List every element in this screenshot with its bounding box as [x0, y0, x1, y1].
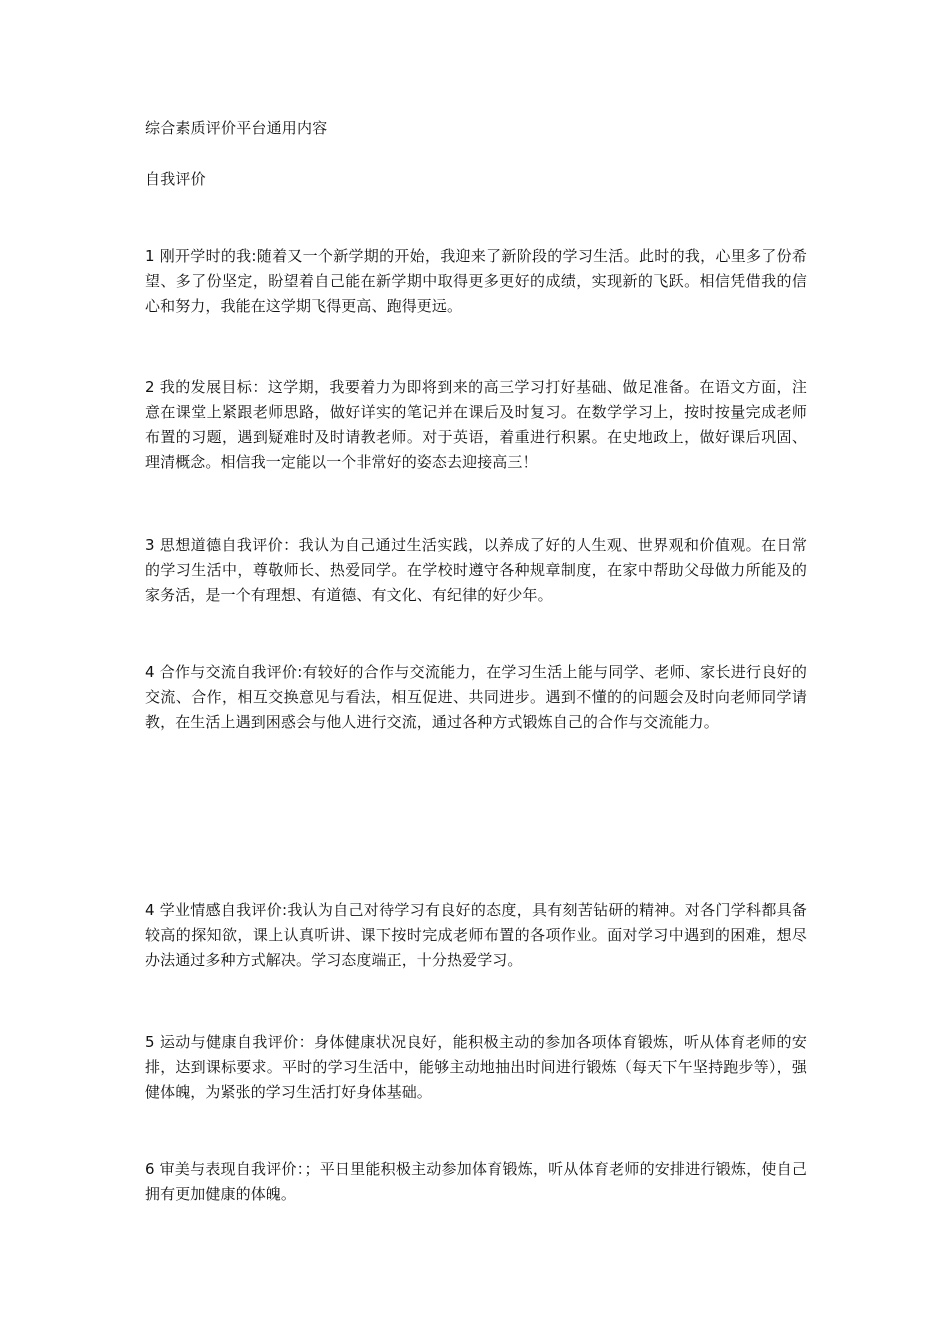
paragraph-start-of-term: 1 刚开学时的我:随着又一个新学期的开始，我迎来了新阶段的学习生活。此时的我，心里多了份希望、多了份坚定，盼望着自己能在新学期中取得更多更好的成绩，实现新的飞跃。相信凭借我的信心和努力，我能在这学期飞得更高、跑得更远。 [145, 247, 807, 315]
paragraph-health-evaluation: 5 运动与健康自我评价：身体健康状况良好，能积极主动的参加各项体育锻炼，听从体育老师的安排，达到课标要求。平时的学习生活中，能够主动地抽出时间进行锻炼（每天下午坚持跑步等），强健体魄，为紧张的学习生活打好身体基础。 [145, 1033, 807, 1101]
document-title: 综合素质评价平台通用内容 [145, 119, 328, 137]
paragraph-aesthetics-evaluation: 6 审美与表现自我评价：；平日里能积极主动参加体育锻炼，听从体育老师的安排进行锻炼，使自己拥有更加健康的体魄。 [145, 1160, 807, 1203]
paragraph-academic-evaluation: 4 学业情感自我评价:我认为自己对待学习有良好的态度，具有刻苦钻研的精神。对各门学科都具备较高的探知欲，课上认真听讲、课下按时完成老师布置的各项作业。面对学习中遇到的困难，想尽办法通过多种方式解决。学习态度端正，十分热爱学习。 [145, 901, 807, 969]
paragraph-cooperation-evaluation: 4 合作与交流自我评价:有较好的合作与交流能力，在学习生活上能与同学、老师、家长进行良好的交流、合作，相互交换意见与看法，相互促进、共同进步。遇到不懂的的问题会及时向老师同学请教，在生活上遇到困惑会与他人进行交流，通过各种方式锻炼自己的合作与交流能力。 [145, 663, 807, 731]
paragraph-development-goals: 2 我的发展目标：这学期，我要着力为即将到来的高三学习打好基础、做足准备。在语文方面，注意在课堂上紧跟老师思路，做好详实的笔记并在课后及时复习。在数学学习上，按时按量完成老师布置的习题，遇到疑难时及时请教老师。对于英语，着重进行积累。在史地政上，做好课后巩固、理清概念。相信我一定能以一个非常好的姿态去迎接高三！ [145, 378, 807, 471]
paragraph-moral-evaluation: 3 思想道德自我评价：我认为自己通过生活实践，以养成了好的人生观、世界观和价值观。在日常的学习生活中，尊敬师长、热爱同学。在学校时遵守各种规章制度，在家中帮助父母做力所能及的家务活，是一个有理想、有道德、有文化、有纪律的好少年。 [145, 536, 807, 604]
section-heading: 自我评价 [145, 170, 206, 188]
